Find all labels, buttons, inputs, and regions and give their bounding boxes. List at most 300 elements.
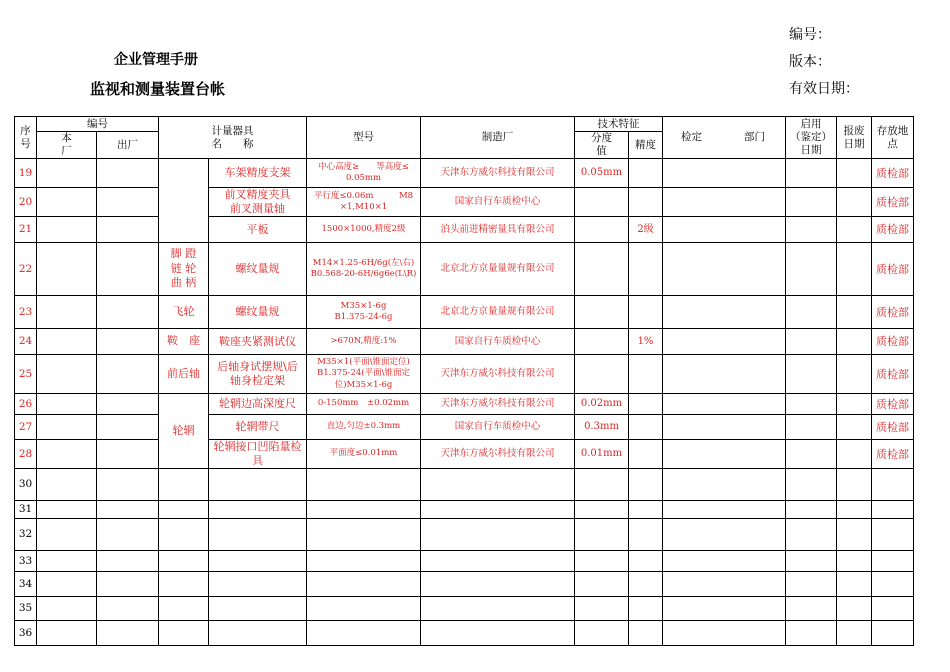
start-date: [786, 394, 837, 415]
header-line: 序: [20, 124, 31, 137]
factory-number-cell: [37, 501, 97, 519]
row-number: 33: [15, 551, 37, 572]
category-cell-line: 轮辋: [172, 423, 195, 437]
model-spec: [307, 188, 421, 217]
row-number: 36: [15, 621, 37, 646]
scrap-date: [837, 501, 872, 519]
maker-number-cell: [97, 329, 159, 355]
accuracy: [629, 621, 663, 646]
model-spec-line: >670N,精度:1%: [330, 335, 397, 346]
model-spec-line: 平面度≤0.01mm: [329, 448, 398, 459]
manufacturer: 天津东方威尔科技有限公司: [421, 159, 575, 188]
table-row: [15, 329, 914, 355]
scrap-date: [837, 329, 872, 355]
manufacturer: 国家自行车质检中心: [421, 329, 575, 355]
division-value: [575, 572, 629, 597]
accuracy: [629, 440, 663, 469]
scrap-date: [837, 551, 872, 572]
division-value: [575, 355, 629, 394]
calibration-dept: [663, 159, 786, 188]
start-date: [786, 217, 837, 243]
start-date: [786, 188, 837, 217]
accuracy: [629, 501, 663, 519]
storage-location: 质检部: [872, 394, 914, 415]
header-line: 名 称: [211, 137, 254, 150]
accuracy: [629, 355, 663, 394]
model-spec-line: 0-150mm ±0.02mm: [317, 398, 410, 409]
manufacturer: 天津东方威尔科技有限公司: [421, 394, 575, 415]
manufacturer: 天津东方威尔科技有限公司: [421, 440, 575, 469]
model-spec-line: B1.375-24(平面\锥面定: [317, 368, 410, 379]
start-date: [786, 572, 837, 597]
scrap-date: [837, 296, 872, 329]
scrap-date: [837, 355, 872, 394]
model-spec-line: 平行度≤0.06m M8: [313, 190, 414, 201]
accuracy: 2级: [629, 217, 663, 243]
instrument-name: [209, 597, 307, 621]
valid-date-label: 有效日期：: [789, 81, 859, 97]
instrument-name: [209, 469, 307, 501]
start-date: [786, 159, 837, 188]
division-value: [575, 519, 629, 551]
factory-number-cell: [37, 355, 97, 394]
maker-number-cell: [97, 597, 159, 621]
instrument-name: [209, 415, 307, 440]
header-line: 分度: [591, 132, 612, 144]
storage-location: 质检部: [872, 415, 914, 440]
category-cell: [159, 519, 209, 551]
column-header-calibration: [663, 117, 786, 159]
category-cell: [159, 394, 209, 469]
division-value: [575, 597, 629, 621]
scrap-date: [837, 243, 872, 296]
category-cell: [159, 572, 209, 597]
table-row: [15, 415, 914, 440]
division-value: [575, 243, 629, 296]
manufacturer: [421, 597, 575, 621]
storage-location: [872, 572, 914, 597]
model-spec: [307, 329, 421, 355]
scrap-date: [837, 188, 872, 217]
instrument-name: [209, 243, 307, 296]
model-spec: [307, 572, 421, 597]
instrument-name-line: 轮辋边高深度尺: [219, 397, 296, 410]
category-cell: [159, 329, 209, 355]
instrument-name: [209, 519, 307, 551]
header-line: 点: [887, 137, 898, 150]
column-header-location: [872, 117, 914, 159]
table-row: [15, 159, 914, 188]
row-number: 32: [15, 519, 37, 551]
start-date: [786, 440, 837, 469]
table-row: [15, 217, 914, 243]
storage-location: [872, 551, 914, 572]
model-spec: [307, 217, 421, 243]
column-header-start-date: [786, 117, 837, 159]
maker-number-cell: [97, 188, 159, 217]
storage-location: [872, 501, 914, 519]
maker-number-cell: [97, 551, 159, 572]
accuracy: [629, 415, 663, 440]
maker-number-cell: [97, 355, 159, 394]
category-cell: [159, 355, 209, 394]
category-cell: [159, 243, 209, 296]
table-row: [15, 501, 914, 519]
accuracy: [629, 551, 663, 572]
column-header-code-group: 编号: [37, 117, 159, 132]
maker-number-cell: [97, 394, 159, 415]
scrap-date: [837, 440, 872, 469]
division-value: [575, 621, 629, 646]
accuracy: [629, 469, 663, 501]
division-value: 0.3mm: [575, 415, 629, 440]
model-spec-line: 中心高度≥ 等高度≤: [318, 161, 409, 172]
table-row: [15, 188, 914, 217]
storage-location: [872, 621, 914, 646]
accuracy: [629, 572, 663, 597]
scrap-date: [837, 415, 872, 440]
accuracy: [629, 188, 663, 217]
start-date: [786, 519, 837, 551]
accuracy: [629, 519, 663, 551]
model-spec: [307, 394, 421, 415]
manufacturer: 北京北方京量量规有限公司: [421, 243, 575, 296]
header-line: 本: [61, 132, 72, 144]
column-header-manufacturer: 制造厂: [421, 117, 575, 159]
header-line: 日期: [800, 144, 822, 156]
row-number: 27: [15, 415, 37, 440]
row-number: 24: [15, 329, 37, 355]
factory-number-cell: [37, 469, 97, 501]
instrument-name-line: 轴身检定架: [230, 374, 285, 387]
division-value: [575, 469, 629, 501]
table-header: [15, 117, 914, 159]
manufacturer: 天津东方威尔科技有限公司: [421, 355, 575, 394]
model-spec: [307, 551, 421, 572]
factory-number-cell: [37, 329, 97, 355]
category-cell-line: 鞍 座: [167, 334, 200, 348]
factory-number-cell: [37, 440, 97, 469]
row-number: 20: [15, 188, 37, 217]
calibration-dept: [663, 501, 786, 519]
manufacturer: [421, 519, 575, 551]
calibration-dept: [663, 415, 786, 440]
category-cell: [159, 597, 209, 621]
scrap-date: [837, 519, 872, 551]
calibration-dept: [663, 597, 786, 621]
scrap-date: [837, 394, 872, 415]
manufacturer: [421, 621, 575, 646]
maker-number-cell: [97, 217, 159, 243]
table-body: [15, 159, 914, 646]
header-line: 部门: [744, 131, 765, 143]
row-number: 23: [15, 296, 37, 329]
start-date: [786, 501, 837, 519]
factory-number-cell: [37, 296, 97, 329]
accuracy: [629, 159, 663, 188]
table-row: [15, 519, 914, 551]
instrument-name: [209, 572, 307, 597]
instrument-name: [209, 188, 307, 217]
document-number-label: 编号：: [789, 27, 831, 43]
model-spec-line: M35×1-6g: [340, 300, 387, 311]
column-header-code-factory: [37, 132, 97, 159]
storage-location: [872, 469, 914, 501]
start-date: [786, 469, 837, 501]
division-value: 0.02mm: [575, 394, 629, 415]
model-spec: [307, 159, 421, 188]
instrument-name: [209, 355, 307, 394]
calibration-dept: [663, 243, 786, 296]
division-value: [575, 217, 629, 243]
instrument-name-line: 具: [252, 454, 263, 467]
category-cell-line: 飞轮: [172, 304, 195, 318]
header-line: 报废: [843, 124, 865, 137]
accuracy: [629, 296, 663, 329]
start-date: [786, 355, 837, 394]
storage-location: 质检部: [872, 217, 914, 243]
start-date: [786, 597, 837, 621]
division-value: [575, 188, 629, 217]
header-line: 号: [20, 137, 31, 150]
instrument-name: [209, 621, 307, 646]
instrument-name: [209, 394, 307, 415]
category-cell: [159, 159, 209, 243]
category-cell: [159, 621, 209, 646]
factory-number-cell: [37, 597, 97, 621]
instrument-name-line: 轮辋带尺: [235, 420, 280, 433]
row-number: 31: [15, 501, 37, 519]
division-value: 0.05mm: [575, 159, 629, 188]
maker-number-cell: [97, 621, 159, 646]
instrument-name: [209, 296, 307, 329]
header-line: 计量器具: [211, 124, 254, 137]
calibration-dept: [663, 188, 786, 217]
header-row: [15, 117, 914, 132]
scrap-date: [837, 159, 872, 188]
division-value: [575, 551, 629, 572]
model-spec: [307, 296, 421, 329]
start-date: [786, 329, 837, 355]
row-number: 19: [15, 159, 37, 188]
instrument-name-line: 车架精度支架: [224, 166, 291, 179]
table-row: [15, 394, 914, 415]
factory-number-cell: [37, 519, 97, 551]
header-line: 启用: [800, 118, 822, 130]
model-spec-line: B0.568-20-6H/6g6e(L\R): [310, 269, 417, 279]
category-cell: [159, 469, 209, 501]
factory-number-cell: [37, 415, 97, 440]
table-row: [15, 469, 914, 501]
scrap-date: [837, 621, 872, 646]
instrument-name: [209, 217, 307, 243]
model-spec-line: ×1,M10×1: [339, 202, 388, 212]
row-number: 25: [15, 355, 37, 394]
model-spec-line: 0.05mm: [345, 173, 382, 183]
header-line: 值: [596, 145, 607, 157]
calibration-dept: [663, 469, 786, 501]
storage-location: [872, 597, 914, 621]
model-spec-line: 直边,匀边±0.3mm: [326, 421, 401, 432]
model-spec-line: M14×1.25-6H/6g(左\右): [312, 257, 415, 268]
accuracy: [629, 597, 663, 621]
column-header-division: [575, 132, 629, 159]
model-spec: [307, 415, 421, 440]
manufacturer: [421, 572, 575, 597]
calibration-dept: [663, 572, 786, 597]
storage-location: 质检部: [872, 329, 914, 355]
calibration-dept: [663, 551, 786, 572]
category-cell-line: 曲 柄: [170, 276, 197, 290]
start-date: [786, 551, 837, 572]
instrument-name-line: 前叉测量轴: [230, 202, 285, 215]
factory-number-cell: [37, 394, 97, 415]
header-line: （鉴定）: [790, 131, 832, 143]
calibration-dept: [663, 440, 786, 469]
division-value: [575, 296, 629, 329]
row-number: 28: [15, 440, 37, 469]
accuracy: [629, 243, 663, 296]
maker-number-cell: [97, 519, 159, 551]
storage-location: 质检部: [872, 188, 914, 217]
manufacturer: [421, 501, 575, 519]
manual-title: 企业管理手册: [114, 52, 198, 68]
factory-number-cell: [37, 621, 97, 646]
start-date: [786, 621, 837, 646]
maker-number-cell: [97, 572, 159, 597]
model-spec-line: M35×1(平面\锥面定位): [317, 356, 410, 367]
maker-number-cell: [97, 469, 159, 501]
instrument-name: [209, 551, 307, 572]
table-row: [15, 572, 914, 597]
instrument-name-line: 平板: [246, 222, 269, 236]
instrument-name-line: 前叉精度夹具: [224, 188, 291, 201]
accuracy: [629, 394, 663, 415]
column-header-code-maker: 出厂: [97, 132, 159, 159]
storage-location: 质检部: [872, 159, 914, 188]
instrument-name: [209, 440, 307, 469]
table-row: [15, 243, 914, 296]
instrument-name: [209, 159, 307, 188]
maker-number-cell: [97, 501, 159, 519]
manufacturer: 北京北方京量量规有限公司: [421, 296, 575, 329]
row-number: 30: [15, 469, 37, 501]
storage-location: [872, 519, 914, 551]
table-row: [15, 621, 914, 646]
row-number: 26: [15, 394, 37, 415]
factory-number-cell: [37, 572, 97, 597]
column-header-instrument: [159, 117, 307, 159]
column-header-tech-group: 技术特征: [575, 117, 663, 132]
scrap-date: [837, 572, 872, 597]
manufacturer: 国家自行车质检中心: [421, 188, 575, 217]
category-cell-line: 脚 蹬: [170, 247, 197, 261]
maker-number-cell: [97, 159, 159, 188]
category-cell: [159, 551, 209, 572]
factory-number-cell: [37, 217, 97, 243]
model-spec: [307, 519, 421, 551]
header-line: 存放地: [876, 124, 909, 137]
header-line: 检定: [681, 131, 702, 143]
division-value: [575, 501, 629, 519]
calibration-dept: [663, 329, 786, 355]
manufacturer: [421, 551, 575, 572]
manufacturer: [421, 469, 575, 501]
start-date: [786, 415, 837, 440]
factory-number-cell: [37, 159, 97, 188]
manufacturer: 泊头前进精密量具有限公司: [421, 217, 575, 243]
factory-number-cell: [37, 188, 97, 217]
maker-number-cell: [97, 440, 159, 469]
model-spec-line: 位)M35×1-6g: [334, 379, 393, 390]
table-row: [15, 296, 914, 329]
row-number: 35: [15, 597, 37, 621]
document-version-label: 版本：: [789, 54, 831, 70]
calibration-dept: [663, 217, 786, 243]
row-number: 21: [15, 217, 37, 243]
scrap-date: [837, 597, 872, 621]
category-cell-line: 链 轮: [170, 261, 197, 275]
maker-number-cell: [97, 415, 159, 440]
model-spec: [307, 469, 421, 501]
instrument-name-line: 鞍座夹紧测试仪: [219, 334, 296, 348]
table-row: [15, 551, 914, 572]
model-spec: [307, 501, 421, 519]
model-spec: [307, 243, 421, 296]
category-cell-line: 前后轴: [167, 366, 200, 380]
scrap-date: [837, 217, 872, 243]
model-spec: [307, 597, 421, 621]
factory-number-cell: [37, 551, 97, 572]
header-line: 日期: [843, 137, 865, 150]
division-value: [575, 329, 629, 355]
header-line: 厂: [61, 145, 72, 157]
start-date: [786, 296, 837, 329]
calibration-dept: [663, 519, 786, 551]
calibration-dept: [663, 355, 786, 394]
manufacturer: 国家自行车质检中心: [421, 415, 575, 440]
category-cell: [159, 501, 209, 519]
column-header-scrap-date: [837, 117, 872, 159]
table-row: [15, 440, 914, 469]
model-spec-line: 1500×1000,精度2级: [321, 223, 406, 234]
calibration-dept: [663, 296, 786, 329]
instrument-name-line: 轮辋接口凹陷量检: [213, 440, 302, 453]
instrument-name-line: 螺纹量规: [235, 262, 280, 275]
model-spec-line: B1.375-24-6g: [334, 312, 393, 322]
ledger-table: [14, 116, 914, 646]
maker-number-cell: [97, 243, 159, 296]
instrument-name: [209, 329, 307, 355]
maker-number-cell: [97, 296, 159, 329]
scrap-date: [837, 469, 872, 501]
instrument-name-line: 螺纹量规: [235, 305, 280, 318]
instrument-name-line: 后轴身试摆规\后: [217, 360, 298, 373]
model-spec: [307, 440, 421, 469]
category-cell: [159, 296, 209, 329]
storage-location: 质检部: [872, 440, 914, 469]
row-number: 22: [15, 243, 37, 296]
table-row: [15, 355, 914, 394]
ledger-title: 监视和测量装置台帐: [90, 80, 226, 98]
storage-location: 质检部: [872, 355, 914, 394]
column-header-seq: [15, 117, 37, 159]
column-header-model: 型号: [307, 117, 421, 159]
start-date: [786, 243, 837, 296]
calibration-dept: [663, 621, 786, 646]
model-spec: [307, 621, 421, 646]
factory-number-cell: [37, 243, 97, 296]
